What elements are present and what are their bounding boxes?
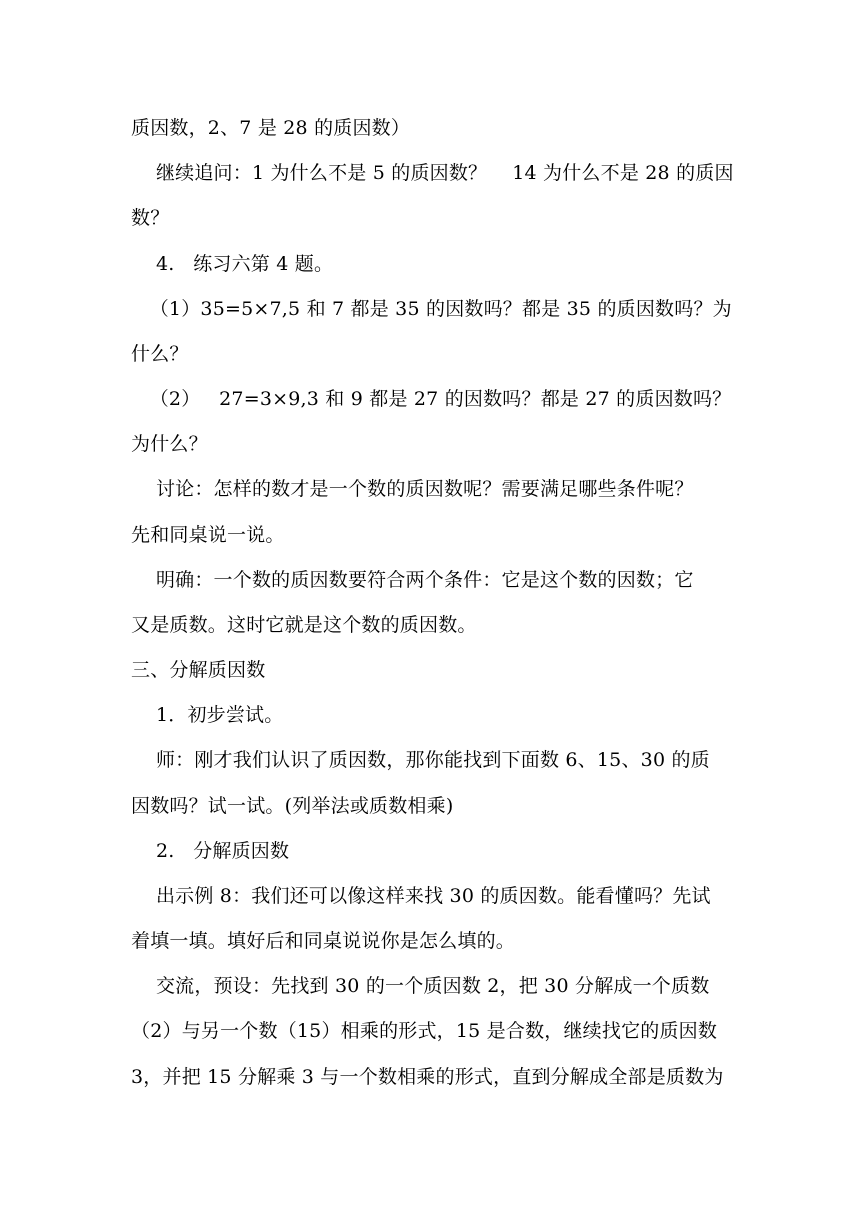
text-line: 师：刚才我们认识了质因数，那你能找到下面数 6、15、30 的质 (131, 749, 710, 771)
text-line: 先和同桌说一说。 (131, 524, 285, 546)
text-line: 交流，预设：先找到 30 的一个质因数 2，把 30 分解成一个质数 (131, 975, 710, 997)
text-line: （2）与另一个数（15）相乘的形式，15 是合数，继续找它的质因数 (131, 1020, 718, 1042)
text-line: 明确：一个数的质因数要符合两个条件：它是这个数的因数；它 (131, 569, 694, 591)
text-line: 又是质数。这时它就是这个数的质因数。 (131, 614, 477, 636)
text-line: 3，并把 15 分解乘 3 与一个数相乘的形式，直到分解成全部是质数为 (131, 1066, 724, 1088)
text-line: 4. 练习六第 4 题。 (131, 253, 334, 275)
text-line: （1）35=5×7,5 和 7 都是 35 的因数吗？都是 35 的质因数吗？为 (131, 298, 732, 320)
text-line: 讨论：怎样的数才是一个数的质因数呢？需要满足哪些条件呢？ (131, 478, 694, 500)
text-line: 数？ (131, 207, 170, 229)
text-line: （2） 27=3×9,3 和 9 都是 27 的因数吗？都是 27 的质因数吗？ (131, 388, 732, 410)
text-line: 什么？ (131, 343, 189, 365)
text-line: 质因数，2、7 是 28 的质因数） (131, 117, 411, 139)
text-line: 着填一填。填好后和同桌说说你是怎么填的。 (131, 930, 516, 952)
text-line: 因数吗？试一试。(列举法或质数相乘) (131, 795, 454, 817)
text-line: 继续追问：1 为什么不是 5 的质因数？ 14 为什么不是 28 的质因 (131, 162, 734, 184)
section-heading: 三、分解质因数 (131, 659, 266, 681)
text-line: 为什么？ (131, 433, 208, 455)
text-line: 出示例 8：我们还可以像这样来找 30 的质因数。能看懂吗？先试 (131, 885, 711, 907)
text-line: 1．初步尝试。 (131, 704, 284, 726)
text-line: 2. 分解质因数 (131, 840, 290, 862)
